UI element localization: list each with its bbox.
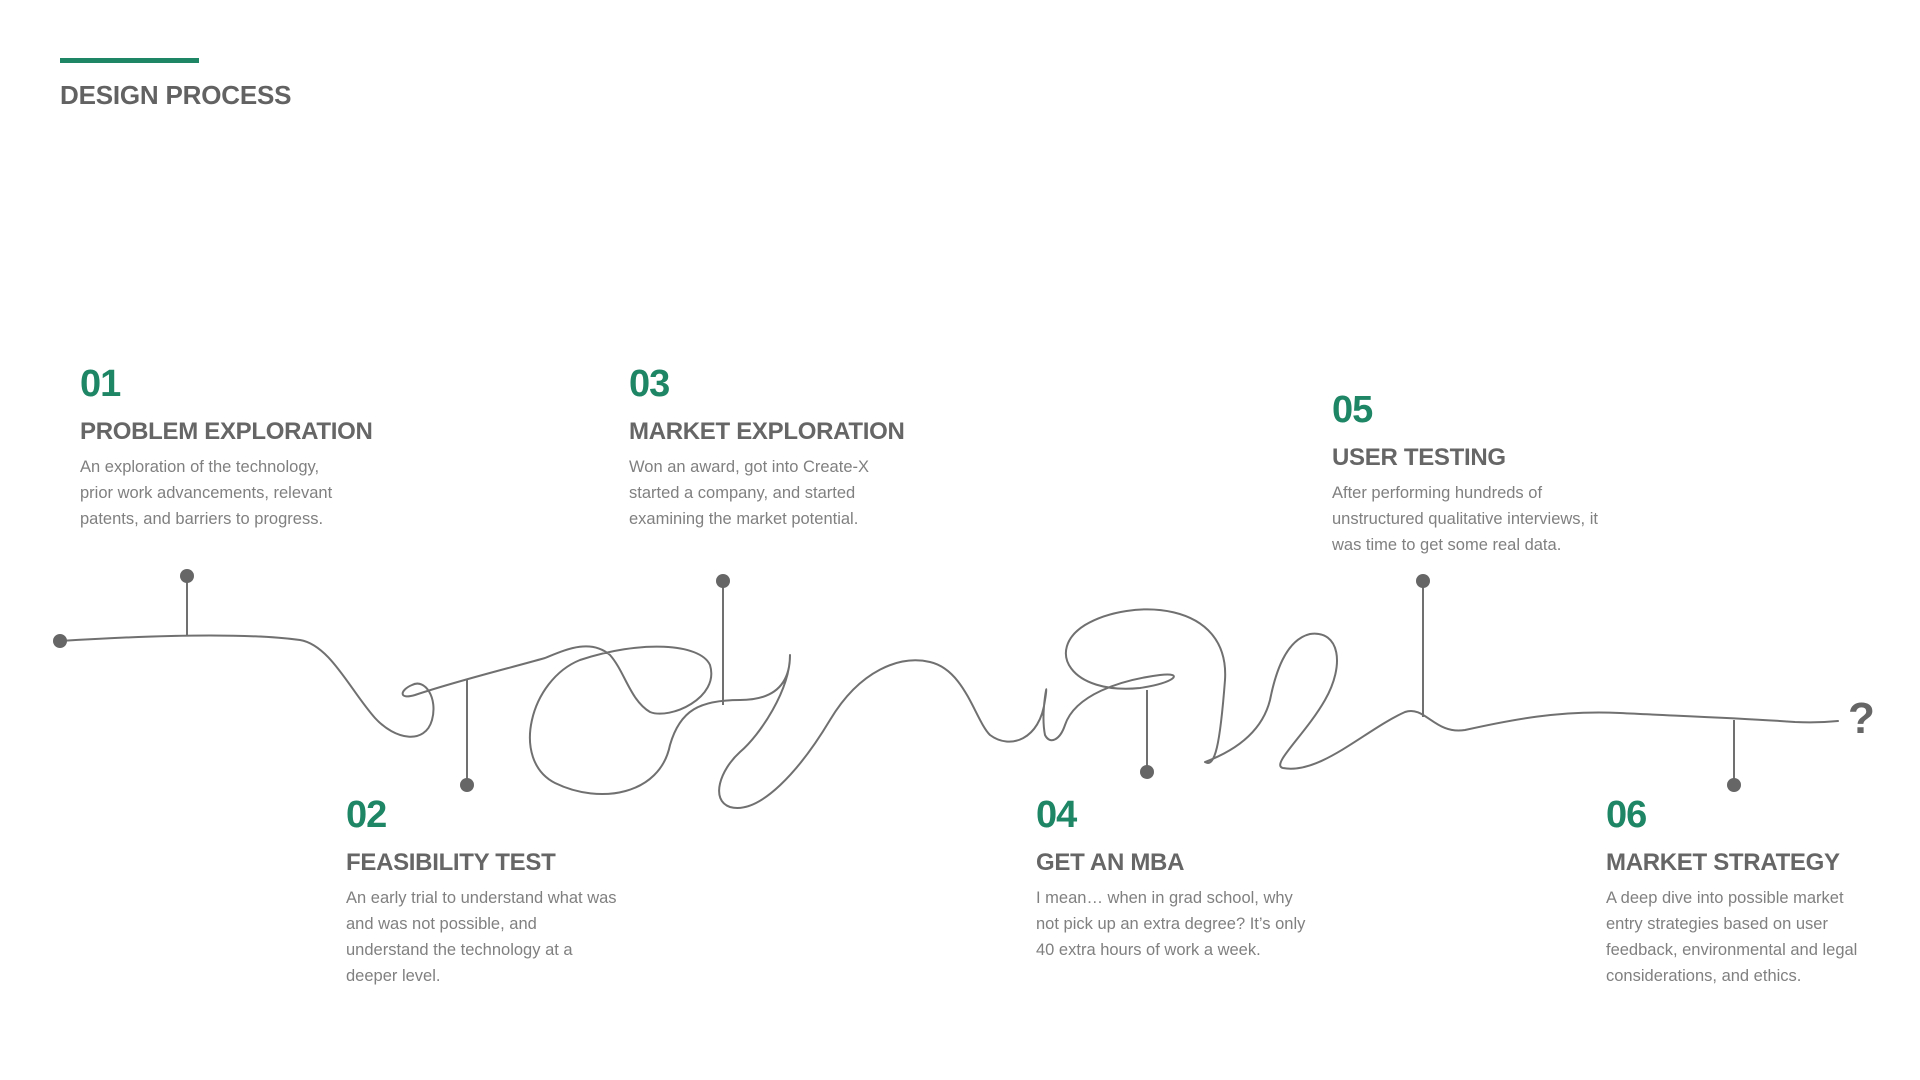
timeline-end-question-mark: ? — [1848, 694, 1875, 743]
step-description: An exploration of the technology, prior work advancements, relevant patents, and barriers to progress. — [80, 458, 333, 528]
step-description: After performing hundreds of unstructured qualitative interviews, it was time to get some real data. — [1332, 484, 1598, 554]
step-01 — [80, 362, 380, 532]
step-description: An early trial to understand what was and was not possible, and understand the technology at a deeper level. — [346, 889, 617, 985]
step-description: I mean… when in grad school, why not pick up an extra degree? It’s only 40 extra hours of work a week. — [1036, 889, 1306, 959]
step-number: 03 — [629, 363, 670, 405]
step-1-pin-dot — [180, 569, 194, 583]
step-number: 06 — [1606, 794, 1647, 836]
step-4-pin-dot — [1140, 765, 1154, 779]
step-title: GET AN MBA — [1036, 849, 1185, 876]
step-title: PROBLEM EXPLORATION — [80, 418, 373, 445]
step-title: USER TESTING — [1332, 444, 1506, 471]
step-number: 04 — [1036, 794, 1077, 836]
step-2-pin-dot — [460, 778, 474, 792]
timeline-squiggle-line — [60, 609, 1838, 808]
step-03 — [629, 362, 929, 532]
step-3-pin-dot — [716, 574, 730, 588]
step-5-pin-dot — [1416, 574, 1430, 588]
step-number: 02 — [346, 794, 387, 836]
step-title: FEASIBILITY TEST — [346, 849, 556, 876]
step-number: 01 — [80, 363, 121, 405]
step-04 — [1036, 793, 1336, 963]
step-02 — [346, 793, 646, 989]
timeline-start-dot — [53, 634, 67, 648]
step-title: MARKET EXPLORATION — [629, 418, 905, 445]
step-description: Won an award, got into Create-X started a company, and started examining the market potential. — [629, 458, 869, 528]
step-06 — [1606, 793, 1906, 989]
step-number: 05 — [1332, 389, 1373, 431]
step-6-pin-dot — [1727, 778, 1741, 792]
step-description: A deep dive into possible market entry strategies based on user feedback, environmental and legal considerations, and ethics. — [1606, 889, 1858, 985]
step-05 — [1332, 388, 1632, 558]
step-title: MARKET STRATEGY — [1606, 849, 1840, 876]
page-title: DESIGN PROCESS — [60, 80, 292, 110]
